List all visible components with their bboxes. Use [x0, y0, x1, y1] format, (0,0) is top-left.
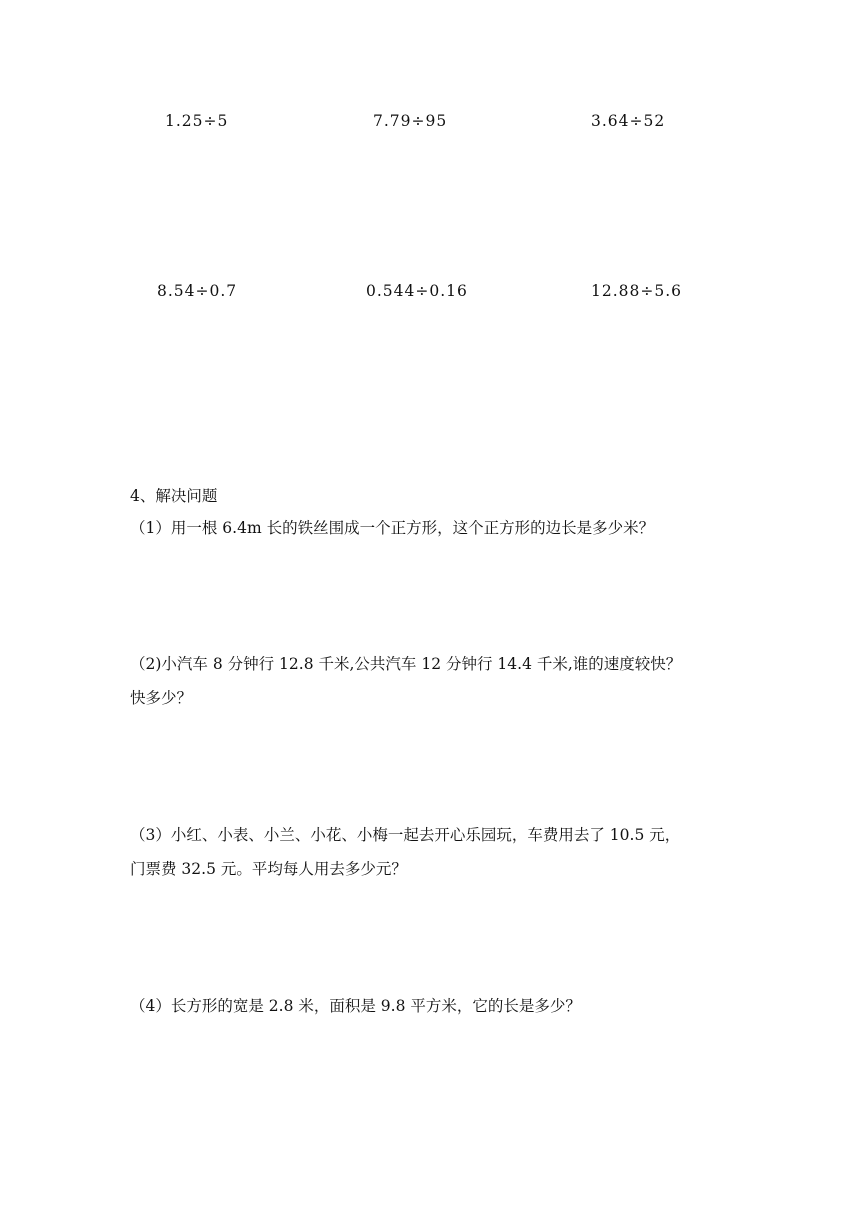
calculation-item: 1.25÷5	[165, 112, 229, 130]
problem-2-text: （2)小汽车 8 分钟行 12.8 千米,公共汽车 12 分钟行 14.4 千米,谁的速度较快？	[130, 655, 682, 673]
calculation-item: 8.54÷0.7	[157, 282, 238, 300]
calculation-item: 7.79÷95	[373, 112, 448, 130]
problem-4-text: （4）长方形的宽是 2.8 米，面积是 9.8 平方米，它的长是多少？	[130, 997, 581, 1015]
problem-3-text: （3）小红、小表、小兰、小花、小梅一起去开心乐园玩，车费用去了 10.5 元，	[130, 826, 681, 844]
section-heading: 4、解决问题	[130, 487, 218, 505]
problem-2-text: 快多少？	[130, 689, 193, 707]
calculation-item: 0.544÷0.16	[366, 282, 468, 300]
problem-3-text: 门票费 32.5 元。平均每人用去多少元？	[130, 860, 407, 878]
calculation-item: 3.64÷52	[591, 112, 666, 130]
calculation-item: 12.88÷5.6	[591, 282, 683, 300]
problem-1-text: （1）用一根 6.4m 长的铁丝围成一个正方形，这个正方形的边长是多少米？	[130, 519, 655, 537]
